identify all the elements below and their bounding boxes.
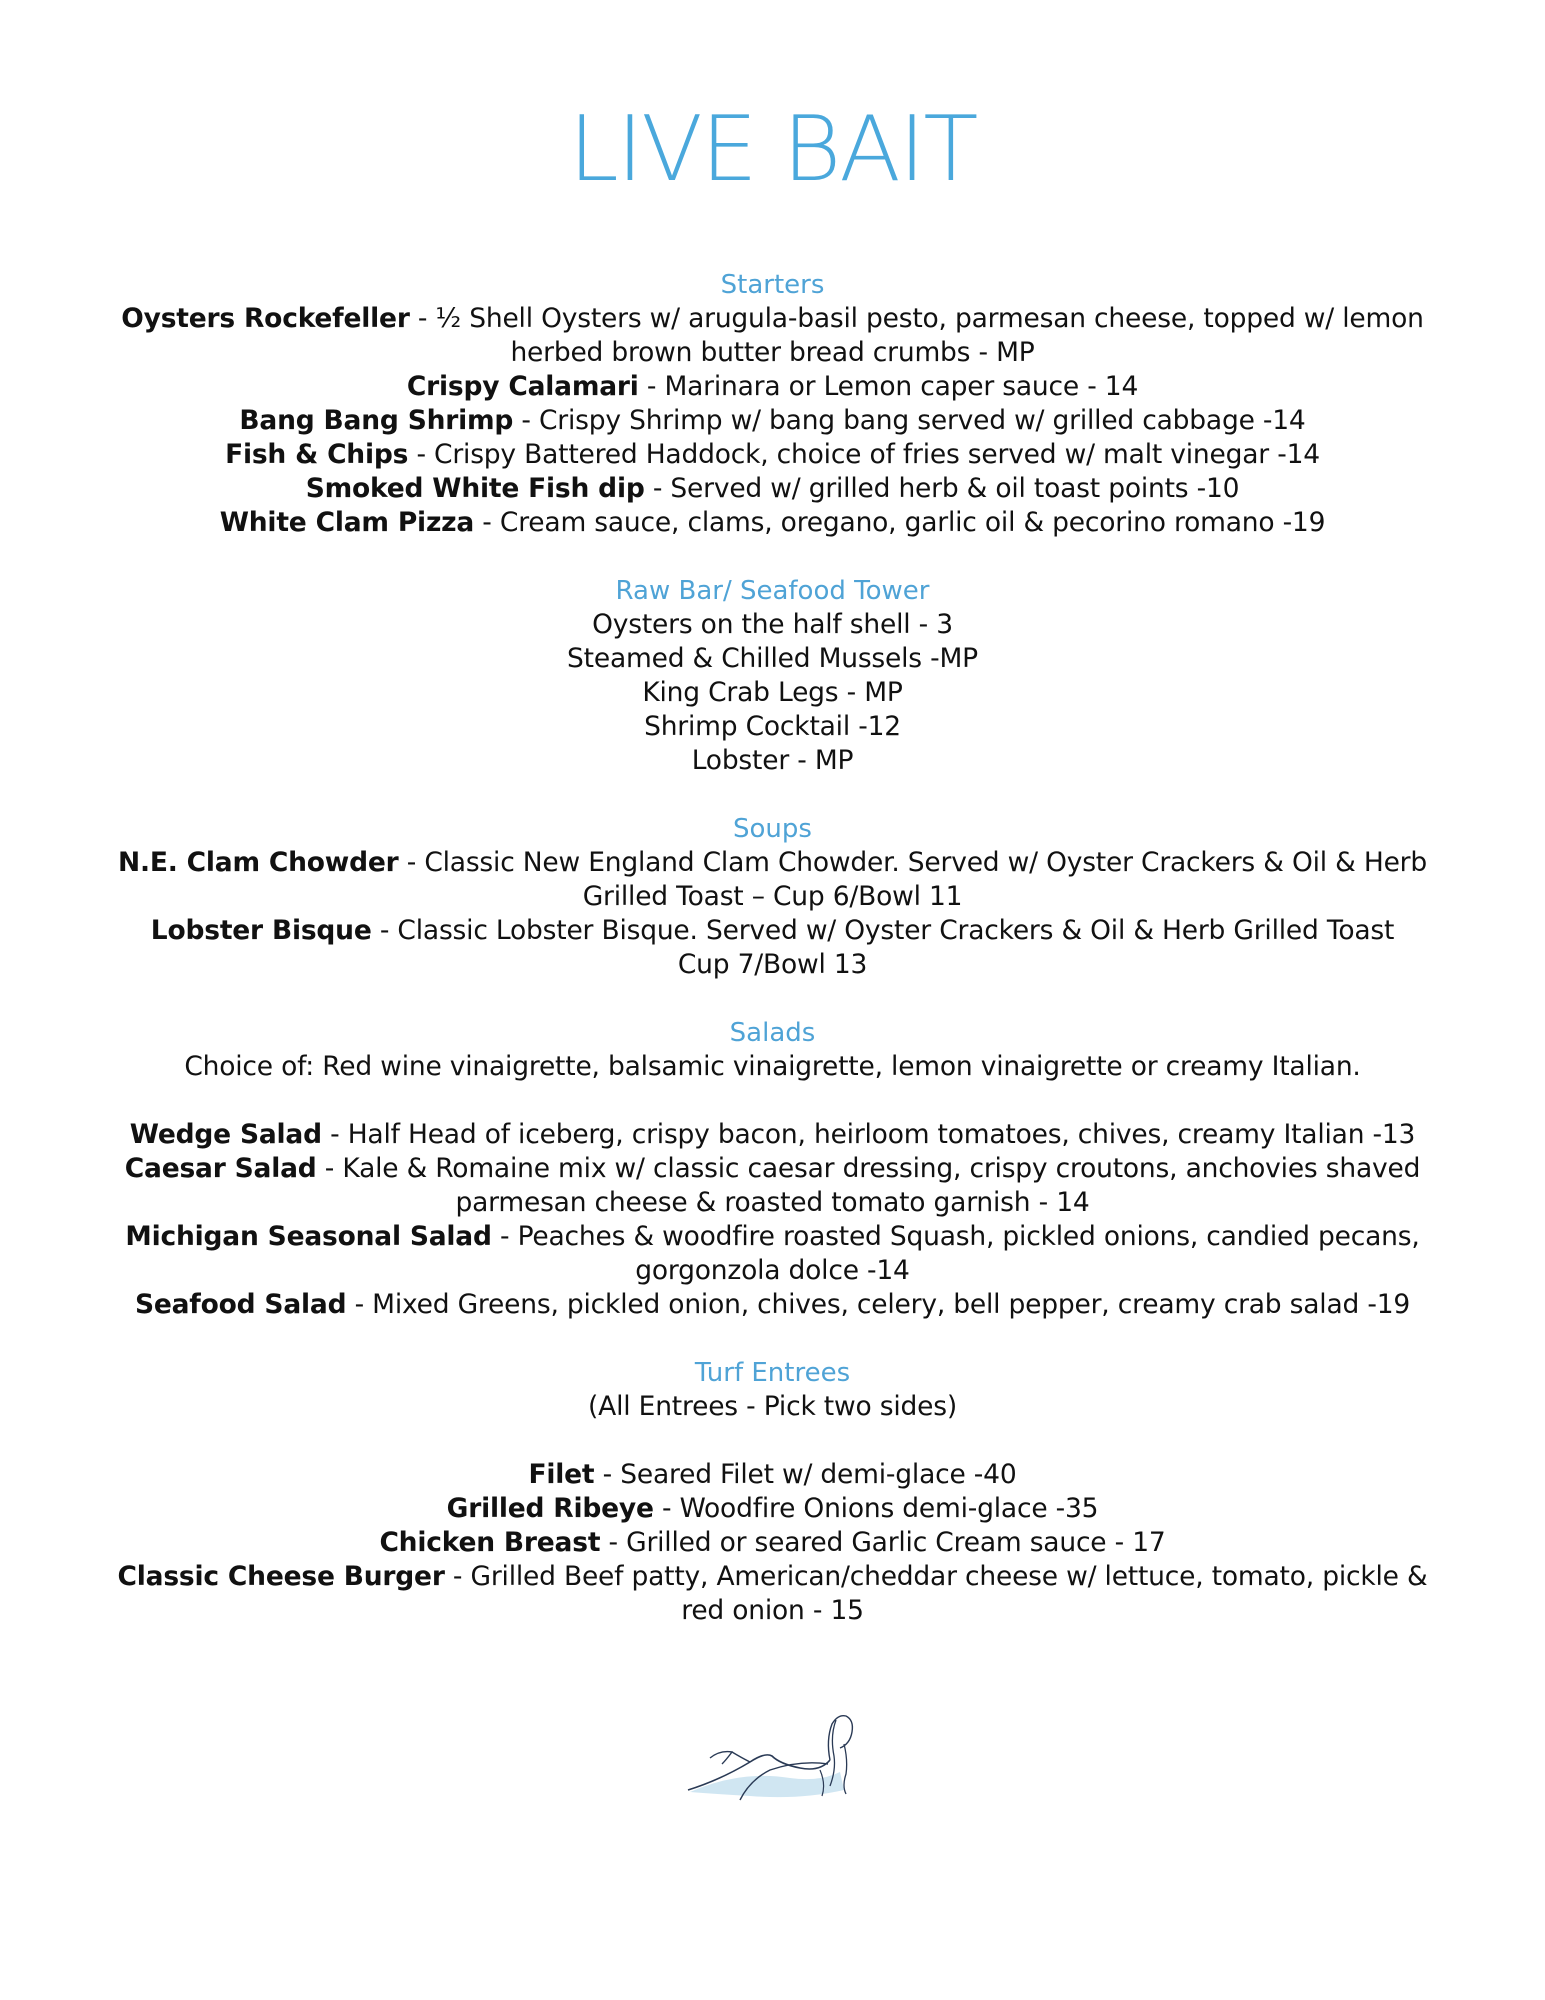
list-item: King Crab Legs - MP [642, 677, 903, 708]
menu-item-continuation: herbed brown butter bread crumbs - MP [510, 337, 1035, 368]
item-desc: - Crispy Battered Haddock, choice of fries served w/ malt vinegar -14 [408, 439, 1320, 470]
item-name: Chicken Breast [379, 1527, 601, 1558]
menu-item-continuation: red onion - 15 [681, 1595, 864, 1626]
item-name: Crispy Calamari [406, 371, 639, 402]
menu-item [60, 1560, 1485, 1594]
item-desc: - Seared Filet w/ demi-glace -40 [594, 1459, 1017, 1490]
menu-item [60, 1288, 1485, 1322]
menu-item-continuation: Cup 7/Bowl 13 [677, 949, 868, 980]
item-desc: - Marinara or Lemon caper sauce - 14 [638, 371, 1139, 402]
menu-item [60, 1492, 1485, 1526]
item-name: Wedge Salad [129, 1119, 322, 1150]
mermaid-logo-icon [680, 1700, 870, 1810]
salads-note: Choice of: Red wine vinaigrette, balsamic vinaigrette, lemon vinaigrette or creamy Italian. [184, 1051, 1361, 1082]
item-desc: - ½ Shell Oysters w/ arugula-basil pesto, parmesan cheese, topped w/ lemon [409, 303, 1424, 334]
restaurant-title: LIVE BAIT [568, 97, 977, 202]
menu-item [60, 404, 1485, 438]
item-name: Michigan Seasonal Salad [125, 1221, 492, 1252]
starters-section [60, 268, 1485, 540]
item-name: Fish & Chips [225, 439, 409, 470]
menu-item [60, 1152, 1485, 1186]
item-desc: - Half Head of iceberg, crispy bacon, heirloom tomatoes, chives, creamy Italian -13 [321, 1119, 1416, 1150]
item-name: Filet [528, 1459, 595, 1490]
menu-item [60, 472, 1485, 506]
item-desc: - Peaches & woodfire roasted Squash, pickled onions, candied pecans, [491, 1221, 1420, 1252]
menu-item [60, 438, 1485, 472]
menu-item [60, 302, 1485, 336]
starters-heading: Starters [720, 270, 825, 300]
item-desc: - Crispy Shrimp w/ bang bang served w/ grilled cabbage -14 [513, 405, 1306, 436]
item-desc: - Mixed Greens, pickled onion, chives, celery, bell pepper, creamy crab salad -19 [346, 1289, 1411, 1320]
turf-heading: Turf Entrees [694, 1358, 851, 1388]
salads-section [60, 1016, 1485, 1322]
raw-bar-heading: Raw Bar/ Seafood Tower [615, 576, 930, 606]
menu-item [60, 914, 1485, 948]
list-item: Shrimp Cocktail -12 [644, 711, 901, 742]
soups-section [60, 812, 1485, 982]
item-name: Oysters Rockefeller [121, 303, 410, 334]
raw-bar-section [60, 574, 1485, 778]
item-name: Smoked White Fish dip [305, 473, 645, 504]
item-name: Bang Bang Shrimp [239, 405, 514, 436]
menu-item [60, 506, 1485, 540]
soups-heading: Soups [733, 814, 812, 844]
item-name: N.E. Clam Chowder [118, 847, 399, 878]
menu-item-continuation: Grilled Toast – Cup 6/Bowl 11 [582, 881, 963, 912]
list-item: Oysters on the half shell - 3 [592, 609, 953, 640]
item-desc: - Served w/ grilled herb & oil toast points -10 [644, 473, 1240, 504]
salads-heading: Salads [729, 1018, 816, 1048]
menu-item [60, 1526, 1485, 1560]
item-desc: - Kale & Romaine mix w/ classic caesar dressing, crispy croutons, anchovies shaved [316, 1153, 1421, 1184]
menu-item [60, 1458, 1485, 1492]
item-desc: - Cream sauce, clams, oregano, garlic oil & pecorino romano -19 [474, 507, 1326, 538]
item-desc: - Grilled Beef patty, American/cheddar cheese w/ lettuce, tomato, pickle & [444, 1561, 1428, 1592]
menu-item [60, 846, 1485, 880]
menu-item [60, 370, 1485, 404]
menu-item-continuation: gorgonzola dolce -14 [635, 1255, 910, 1286]
list-item: Lobster - MP [691, 745, 854, 776]
item-desc: - Woodfire Onions demi-glace -35 [653, 1493, 1099, 1524]
item-desc: - Classic New England Clam Chowder. Served w/ Oyster Crackers & Oil & Herb [398, 847, 1427, 878]
item-desc: - Grilled or seared Garlic Cream sauce - 17 [600, 1527, 1166, 1558]
turf-section [60, 1356, 1485, 1628]
menu-item [60, 1118, 1485, 1152]
list-item: Steamed & Chilled Mussels -MP [567, 643, 978, 674]
item-name: Classic Cheese Burger [117, 1561, 445, 1592]
turf-note: (All Entrees - Pick two sides) [588, 1391, 957, 1422]
menu-item-continuation: parmesan cheese & roasted tomato garnish - 14 [455, 1187, 1090, 1218]
item-name: Lobster Bisque [150, 915, 372, 946]
item-desc: - Classic Lobster Bisque. Served w/ Oyster Crackers & Oil & Herb Grilled Toast [371, 915, 1395, 946]
item-name: Seafood Salad [134, 1289, 347, 1320]
item-name: Grilled Ribeye [446, 1493, 654, 1524]
item-name: White Clam Pizza [219, 507, 475, 538]
menu-item [60, 1220, 1485, 1254]
item-name: Caesar Salad [124, 1153, 317, 1184]
